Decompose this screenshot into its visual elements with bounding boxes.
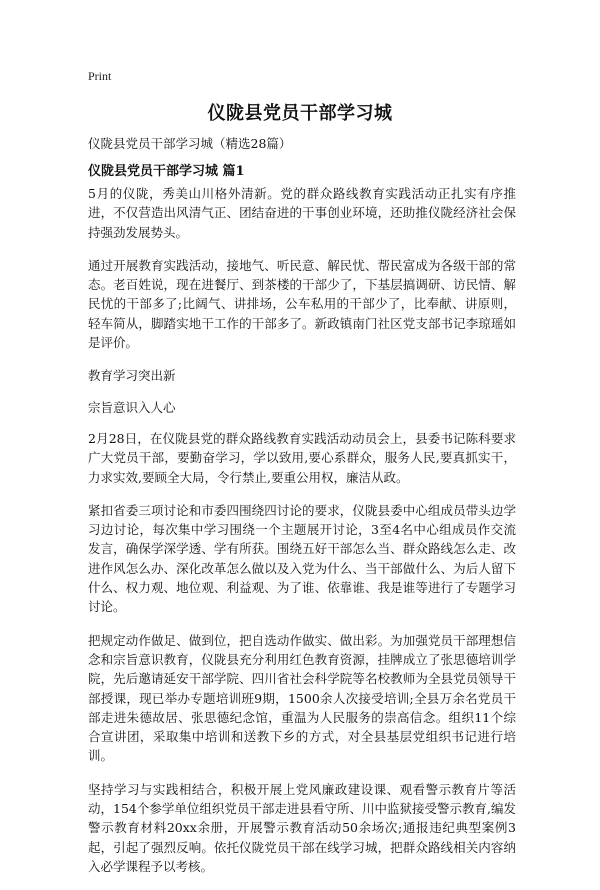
- paragraph-3: 2月28日，在仪陇县党的群众路线教育实践活动动员会上，县委书记陈科要求广大党员干部，要勤奋学习，学以致用,要心系群众，服务人民,要真抓实干，力求实效,要顾全大局，令行禁止,要重公用权，廉洁从政。: [88, 430, 516, 485]
- paragraph-6: 坚持学习与实践相结合，积极开展上党风廉政建设课、观看警示教育片等活动，154个参学单位组织党员干部走进县看守所、川中监狱接受警示教育,编发警示教育材料20xx余册，开展警示教育活动50余场次;通报违纪典型案例3起，引起了强烈反响。依托仪陇党员干部在线学习城，把群众路线相关内容纳入必学课程予以考核。: [88, 781, 516, 874]
- page-title: 仪陇县党员干部学习城: [207, 103, 393, 124]
- section-title: 仪陇县党员干部学习城 篇1: [88, 164, 245, 179]
- paragraph-5: 把规定动作做足、做到位，把自选动作做实、做出彩。为加强党员干部理想信念和宗旨意识教育，仪陇县充分利用红色教育资源，挂牌成立了张思德培训学院，先后邀请延安干部学院、四川省社会科学院等名校教师为全县党员领导干部授课，现已举办专题培训班9期，1500余人次接受培训;全县万余名党员干部走进朱德故居、张思德纪念馆，重温为人民服务的崇高信念。组织11个综合宣讲团，采取集中培训和送教下乡的方式，对全县基层党组织书记进行培训。: [88, 632, 516, 764]
- paragraph-1: 5月的仪陇，秀美山川格外清新。党的群众路线教育实践活动正扎实有序推进，不仅营造出风清气正、团结奋进的干事创业环境，还助推仪陇经济社会保持强劲发展势头。: [88, 186, 516, 240]
- article-body: [88, 184, 516, 890]
- document-subtitle: 仪陇县党员干部学习城（精选28篇）: [88, 136, 292, 151]
- paragraph-2: 通过开展教育实践活动，接地气、听民意、解民忧、帮民富成为各级干部的常态。老百姓说，现在进餐厅、到茶楼的干部少了，下基层搞调研、访民情、解民忧的干部多了;比阔气、讲排场，公车私用的干部少了，比奉献、讲原则，轻车简从，脚踏实地干工作的干部多了。新政镇南门社区党支部书记李琼瑶如是评价。: [88, 257, 516, 351]
- paragraph-4: 紧扣省委三项讨论和市委四围绕四讨论的要求，仪陇县委中心组成员带头边学习边讨论，每次集中学习围绕一个主题展开讨论，3至4名中心组成员作交流发言，确保学深学透、学有所获。围绕五好干部怎么当、群众路线怎么走、改进作风怎么办、深化改革怎么做以及入党为什么、当干部做什么、为后人留下什么、权力观、地位观、利益观、为了谁、依靠谁、我是谁等进行了专题学习讨论。: [88, 502, 516, 615]
- print-link[interactable]: Print: [88, 69, 112, 83]
- paragraph-heading-1: 教育学习突出新: [88, 368, 176, 384]
- paragraph-heading-2: 宗旨意识入人心: [88, 399, 176, 415]
